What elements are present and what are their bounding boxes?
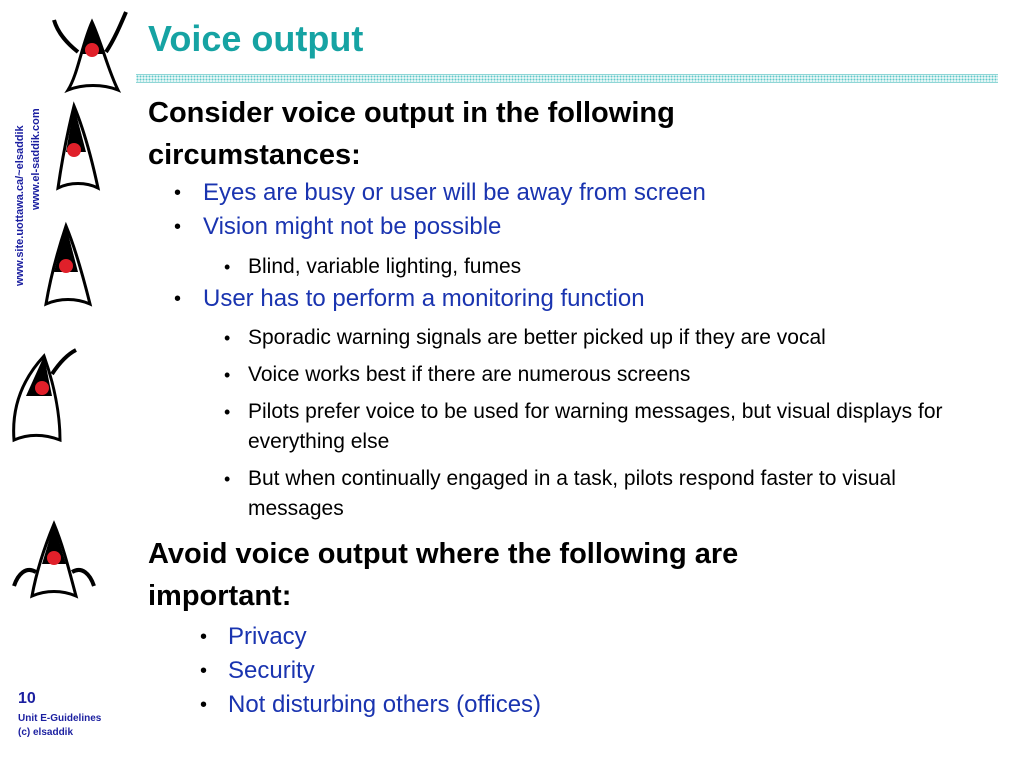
bullet-text: • But when continually engaged in a task, pilots respond faster to visual messages: [248, 467, 896, 520]
bullet-text: • Blind, variable lighting, fumes: [248, 255, 522, 278]
section2-heading: Avoid voice output where the following are important:: [148, 538, 739, 612]
duke-mascot-icon: [36, 220, 100, 310]
title-divider: [136, 74, 998, 83]
footer-unit: Unit E-Guidelines: [18, 713, 102, 724]
bullet-text: Eyes are busy or user will be away from screen: [203, 179, 706, 206]
bullet-l2: [224, 464, 974, 524]
bullet-text: User has to perform a monitoring function: [203, 285, 645, 312]
duke-mascot-icon: [8, 518, 100, 602]
footer-copyright: (c) elsaddik: [18, 727, 74, 738]
bullet-text: Security: [228, 657, 315, 684]
slide-title: Voice output: [148, 18, 364, 59]
bullet-l1: [176, 178, 956, 208]
bullet-l1: [176, 212, 956, 242]
bullet-text: • Pilots prefer voice to be used for warning messages, but visual displays for everything else: [248, 400, 943, 453]
bullet-l2: [224, 360, 984, 390]
side-url-1: www.site.uottawa.ca/~elsaddik: [14, 125, 26, 286]
bullet-l2: [224, 397, 974, 457]
duke-mascot-icon: [50, 100, 106, 192]
bullet-text: Not disturbing others (offices): [228, 691, 542, 718]
bullet-l1: [200, 656, 700, 686]
bullet-l2: [224, 252, 984, 282]
bullet-text: • Sporadic warning signals are better picked up if they are vocal: [248, 326, 826, 349]
bullet-l1: [176, 284, 956, 314]
page-number: 10: [18, 690, 36, 707]
bullet-text: Vision might not be possible: [203, 213, 502, 240]
side-url-2: www.el-saddik.com: [30, 108, 42, 210]
bullet-text: Privacy: [228, 623, 307, 650]
mascot-column: [0, 0, 140, 600]
section1-heading: Consider voice output in the following circumstances:: [148, 97, 675, 171]
bullet-l2: [224, 323, 984, 353]
duke-mascot-icon: [4, 344, 80, 448]
bullet-text: • Voice works best if there are numerous screens: [248, 363, 691, 386]
duke-mascot-icon: [48, 4, 134, 96]
bullet-l1: [200, 622, 700, 652]
bullet-l1: [200, 690, 700, 720]
